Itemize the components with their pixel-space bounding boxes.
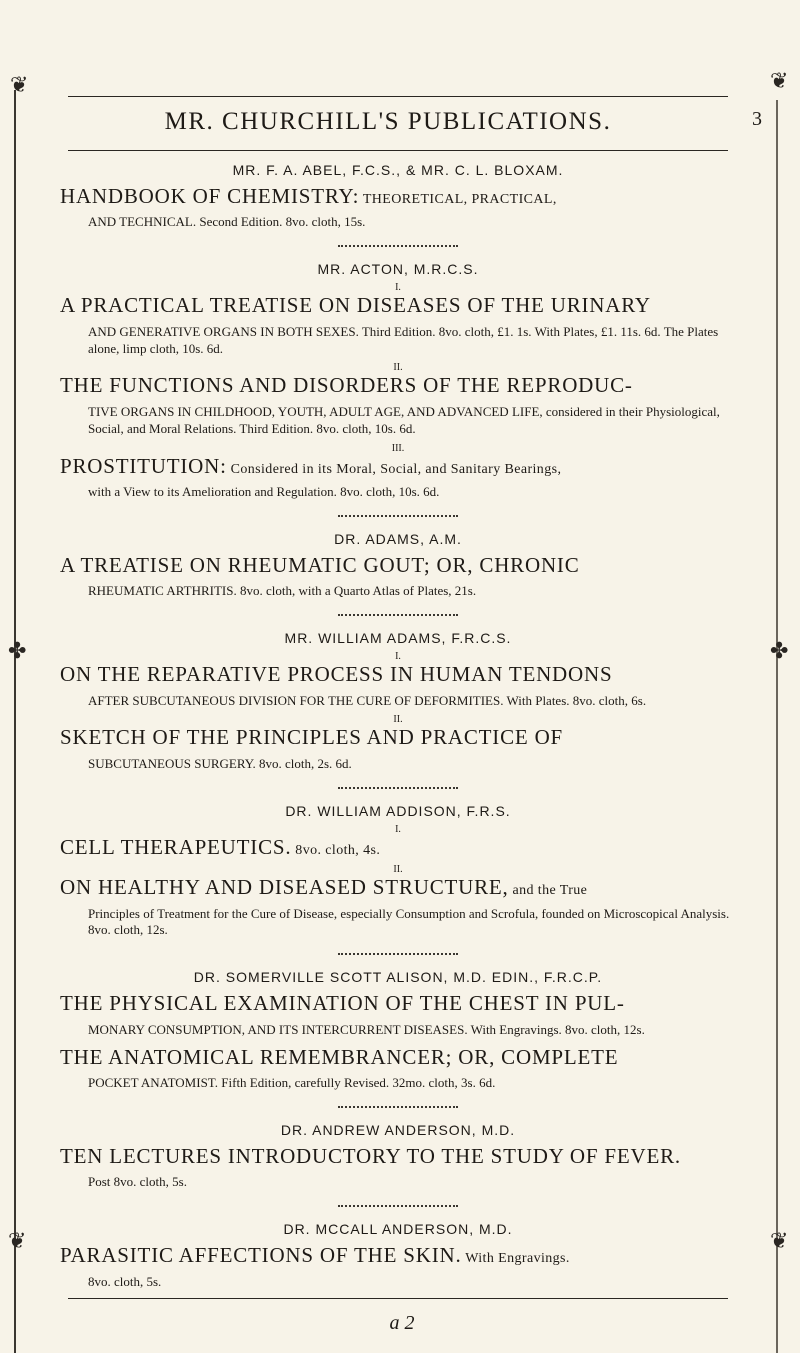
page-edge-left: [14, 90, 16, 1353]
book-details: RHEUMATIC ARTHRITIS. 8vo. cloth, with a Quarto Atlas of Plates, 21s.: [88, 583, 477, 599]
book-title-continuation: Considered in its Moral, Social, and Sanitary Bearings,: [226, 461, 562, 477]
author-section: [60, 531, 736, 616]
book-title: ON THE REPARATIVE PROCESS IN HUMAN TENDONS: [60, 662, 613, 687]
author-heading: MR. F. A. ABEL, F.C.S., & MR. C. L. BLOXAM.: [232, 162, 564, 178]
book-entry: [60, 1144, 736, 1191]
corner-ornament-icon: ❦: [8, 1228, 27, 1253]
book-title: HANDBOOK OF CHEMISTRY:: [60, 184, 360, 208]
author-section: [60, 261, 736, 517]
section-divider: [338, 608, 458, 616]
book-title-continuation: With Engravings.: [461, 1251, 570, 1267]
entry-numeral: III.: [391, 442, 405, 454]
book-details: with a View to its Amelioration and Regulation. 8vo. cloth, 10s. 6d.: [88, 484, 440, 500]
book-title: THE FUNCTIONS AND DISORDERS OF THE REPRODUC-: [60, 373, 633, 398]
author-heading: DR. MCCALL ANDERSON, M.D.: [283, 1221, 513, 1238]
author-section: [60, 162, 736, 247]
book-title: PROSTITUTION:: [60, 453, 227, 478]
section-divider: [338, 239, 458, 247]
page-footer: [28, 1270, 776, 1334]
entry-numeral: I.: [395, 651, 401, 663]
book-entry: [60, 991, 736, 1038]
book-entry: [60, 444, 736, 501]
author-heading: DR. ANDREW ANDERSON, M.D.: [280, 1121, 516, 1138]
book-entry: [60, 652, 736, 709]
book-title: THE PHYSICAL EXAMINATION OF THE CHEST IN PUL-: [60, 991, 625, 1016]
book-entry: [60, 1045, 736, 1092]
corner-ornament-icon: ❦: [770, 1228, 789, 1253]
book-entry: [60, 184, 736, 231]
author-heading: MR. WILLIAM ADAMS, F.R.C.S.: [284, 630, 512, 647]
signature-mark: a 2: [389, 1312, 415, 1334]
book-title: CELL THERAPEUTICS.: [60, 834, 292, 859]
entry-numeral: II.: [393, 714, 403, 726]
book-details: 8vo. cloth, 5s.: [88, 1273, 162, 1289]
book-details: MONARY CONSUMPTION, AND ITS INTERCURRENT DISEASES. With Engravings. 8vo. cloth, 12s.: [88, 1021, 645, 1037]
page-number: 3: [752, 108, 762, 130]
section-divider: [338, 781, 458, 789]
book-title: PARASITIC AFFECTIONS OF THE SKIN.: [60, 1243, 462, 1268]
entry-numeral: I.: [395, 282, 401, 294]
book-title-continuation: and the True: [508, 883, 588, 899]
book-title: THE ANATOMICAL REMEMBRANCER; OR, COMPLETE: [60, 1044, 619, 1069]
entry-numeral: II.: [393, 864, 403, 876]
author-heading: MR. ACTON, M.R.C.S.: [317, 261, 479, 278]
header-line-top: [68, 96, 728, 97]
catalogue: [60, 162, 736, 1300]
running-header: [28, 8, 776, 148]
book-entry: [60, 825, 736, 859]
book-title: A PRACTICAL TREATISE ON DISEASES OF THE URINARY: [60, 293, 651, 318]
corner-ornament-icon: ❦: [10, 72, 29, 97]
book-title: TEN LECTURES INTRODUCTORY TO THE STUDY OF FEVER.: [60, 1143, 681, 1168]
author-heading: DR. WILLIAM ADDISON, F.R.S.: [285, 802, 511, 819]
book-details: AND GENERATIVE ORGANS IN BOTH SEXES. Third Edition. 8vo. cloth, £1. 1s. With Plates, £1. 11s. 6d. The Plates alone, limp cloth, 10s. 6d.: [88, 323, 719, 356]
author-heading: DR. ADAMS, A.M.: [334, 530, 462, 547]
book-entry: [60, 553, 736, 600]
section-divider: [338, 509, 458, 517]
book-title: ON HEALTHY AND DISEASED STRUCTURE,: [60, 875, 509, 900]
section-divider: [338, 1199, 458, 1207]
header-line-bottom: [68, 150, 728, 151]
book-details: AND TECHNICAL. Second Edition. 8vo. cloth, 15s.: [88, 214, 366, 230]
book-entry: [60, 715, 736, 772]
book-details: Post 8vo. cloth, 5s.: [88, 1174, 187, 1190]
author-heading: DR. SOMERVILLE SCOTT ALISON, M.D. EDIN., F.R.C.P.: [193, 969, 603, 986]
corner-ornament-icon: ❦: [770, 68, 789, 93]
book-details: POCKET ANATOMIST. Fifth Edition, carefully Revised. 32mo. cloth, 3s. 6d.: [88, 1074, 496, 1090]
author-section: [60, 630, 736, 789]
book-entry: [60, 865, 736, 939]
book-details: TIVE ORGANS IN CHILDHOOD, YOUTH, ADULT AGE, AND ADVANCED LIFE, considered in their Physiological, Social, and Moral Relations. Third Edition. 8vo. cloth, 10s. 6d.: [88, 403, 720, 436]
running-title: MR. CHURCHILL'S PUBLICATIONS.: [164, 108, 612, 135]
entry-numeral: II.: [393, 362, 403, 374]
side-ornament-icon: ✤: [8, 638, 27, 663]
page-edge-right: [776, 100, 778, 1353]
book-details: SUBCUTANEOUS SURGERY. 8vo. cloth, 2s. 6d.: [88, 755, 352, 771]
book-title-continuation: THEORETICAL, PRACTICAL,: [359, 192, 557, 207]
author-section: [60, 1122, 736, 1207]
book-title-continuation: 8vo. cloth, 4s.: [291, 842, 381, 858]
book-entry: [60, 363, 736, 437]
author-section: [60, 803, 736, 956]
section-divider: [338, 947, 458, 955]
book-title: A TREATISE ON RHEUMATIC GOUT; OR, CHRONIC: [60, 552, 580, 577]
footer-rule: [68, 1298, 728, 1299]
entry-numeral: I.: [395, 823, 401, 835]
book-entry: [60, 283, 736, 357]
book-details: AFTER SUBCUTANEOUS DIVISION FOR THE CURE OF DEFORMITIES. With Plates. 8vo. cloth, 6s.: [88, 692, 647, 708]
book-title: SKETCH OF THE PRINCIPLES AND PRACTICE OF: [60, 725, 564, 750]
book-details: Principles of Treatment for the Cure of Disease, especially Consumption and Scrofula, founded on Microscopical Analysis. 8vo. cloth, 12s.: [88, 905, 730, 938]
section-divider: [338, 1100, 458, 1108]
side-ornament-icon: ✤: [770, 638, 789, 663]
author-section: [60, 969, 736, 1108]
